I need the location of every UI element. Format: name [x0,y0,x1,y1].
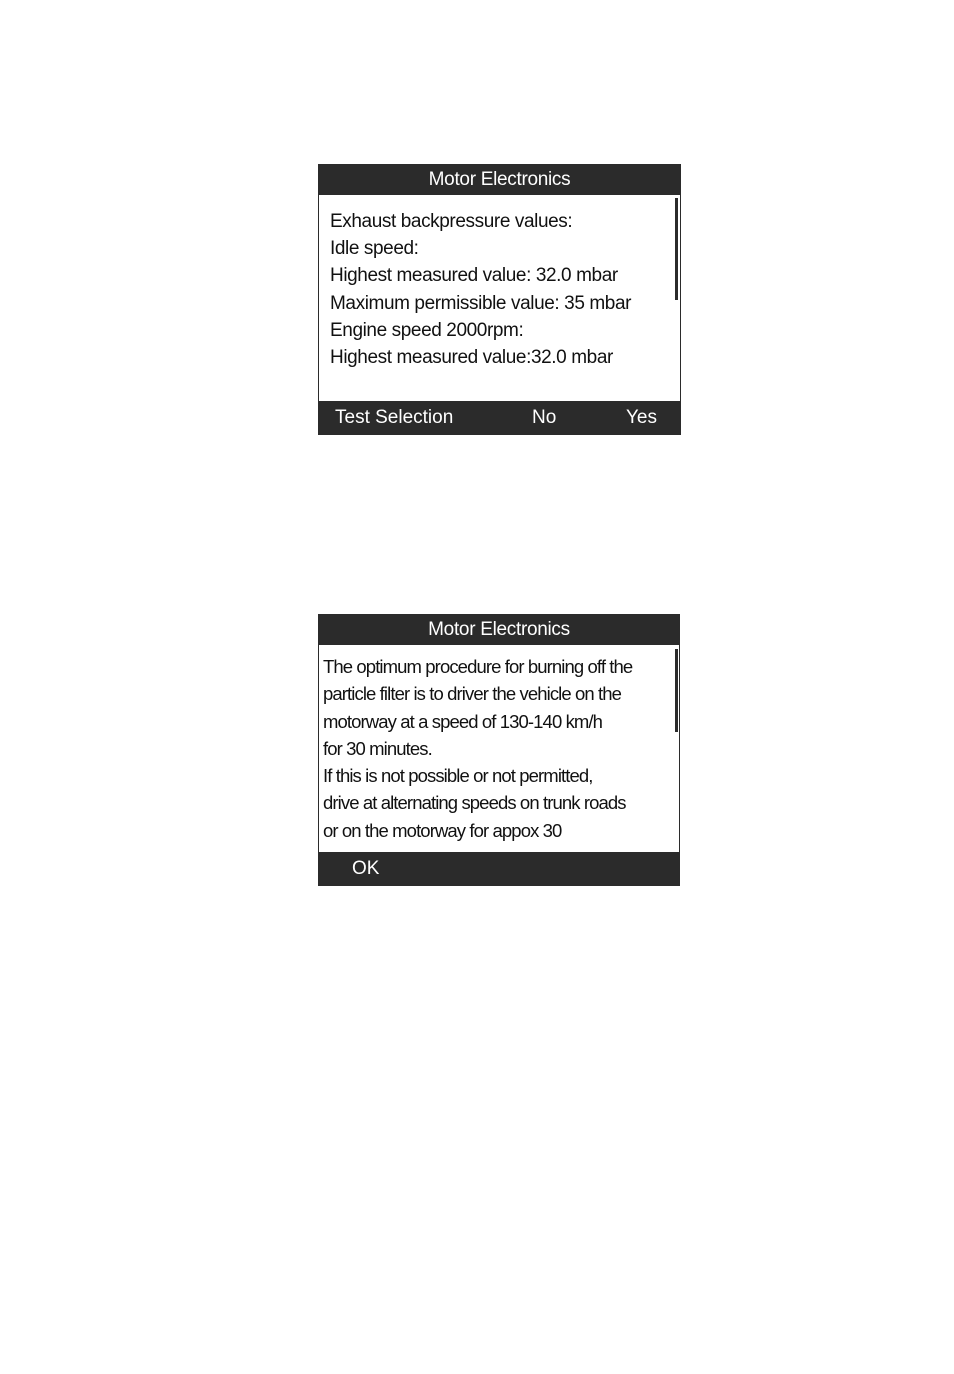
screen-content [323,653,679,844]
particle-filter-info-screen [318,614,680,886]
content-line: If this is not possible or not permitted, [323,765,593,787]
content-line: Maximum permissible value: 35 mbar [330,292,632,314]
content-line: drive at alternating speeds on trunk roads [323,792,626,814]
screen-content [330,208,680,371]
content-line: Highest measured value: 32.0 mbar [330,265,618,287]
ok-button[interactable]: OK [352,858,380,879]
test-selection-button[interactable]: Test Selection [335,407,454,428]
content-line: or on the motorway for appox 30 [323,819,562,841]
softkey-bar [319,401,680,434]
content-line: The optimum procedure for burning off the [323,656,633,677]
scrollbar[interactable] [675,198,678,300]
no-button[interactable]: No [532,407,557,428]
screen-title: Motor Electronics [319,615,679,645]
softkey-bar [319,852,679,885]
content-line: motorway at a speed of 130-140 km/h [323,710,603,732]
content-line: particle filter is to driver the vehicle on the [323,683,622,705]
yes-button[interactable]: Yes [626,407,657,428]
content-line: Idle speed: [330,238,419,260]
content-line: Highest measured value:32.0 mbar [330,346,613,368]
exhaust-backpressure-screen [318,164,681,435]
content-line: for 30 minutes. [323,737,432,759]
scrollbar[interactable] [675,649,678,732]
screen-title: Motor Electronics [319,165,680,195]
content-line: Engine speed 2000rpm: [330,319,524,341]
content-line: Exhaust backpressure values: [330,211,573,232]
